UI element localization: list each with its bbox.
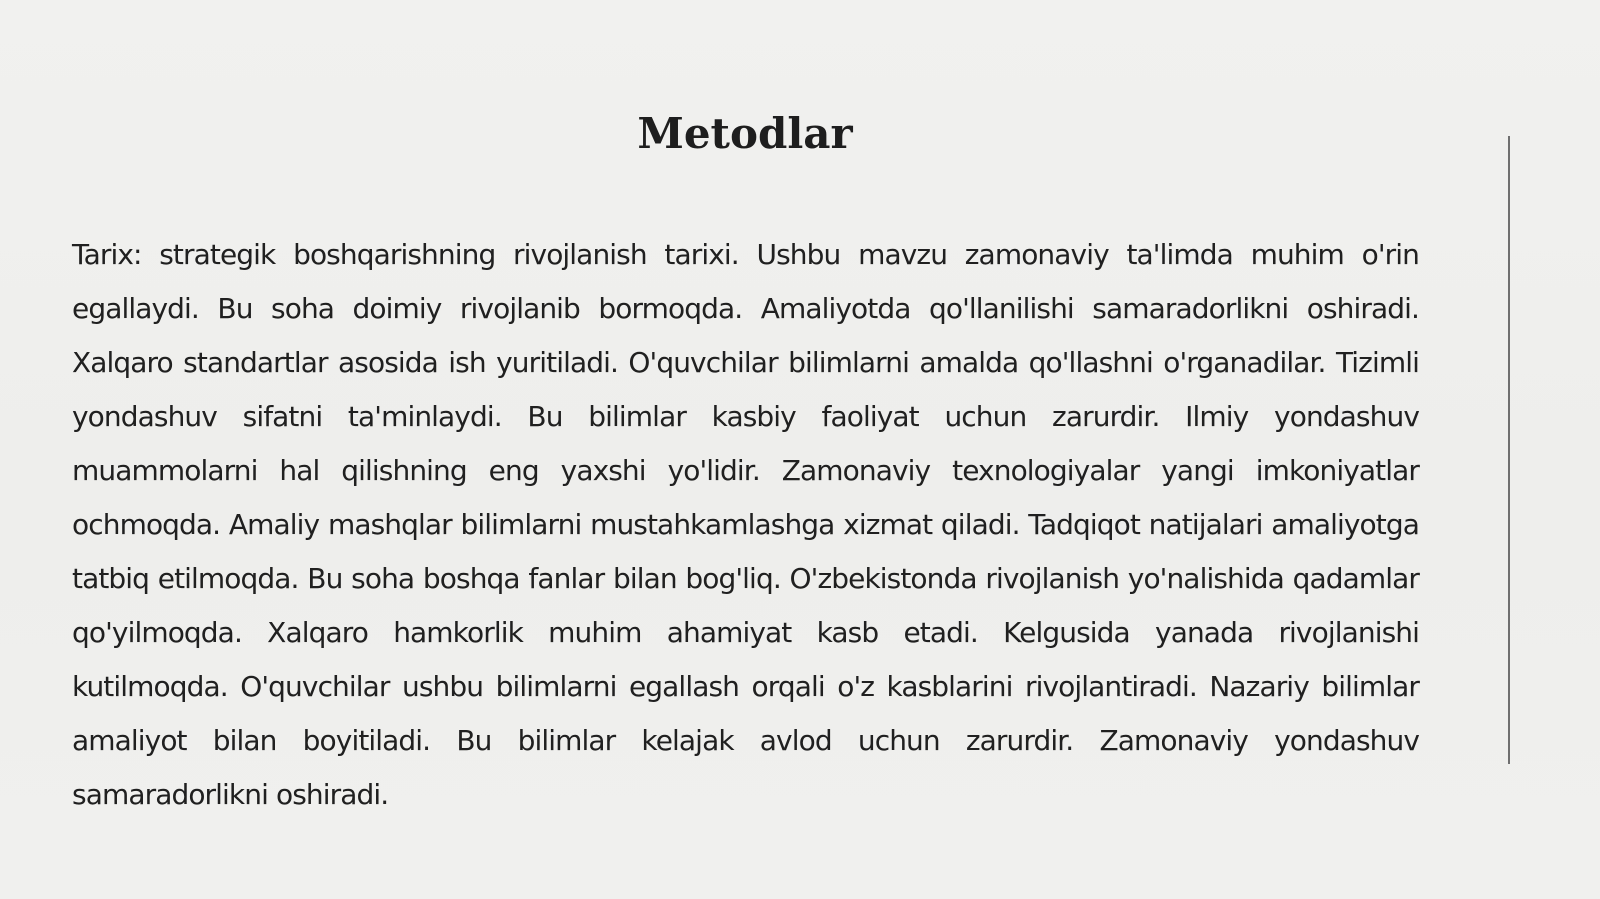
vertical-divider: [1508, 136, 1510, 764]
slide-title: Metodlar: [637, 109, 853, 158]
slide-body-text: Tarix: strategik boshqarishning rivojlanish tarixi. Ushbu mavzu zamonaviy ta'limda muhim o'rin egallaydi. Bu soha doimiy rivojlanib bormoqda. Amaliyotda qo'llanilishi samaradorlikni oshiradi. Xalqaro standartlar asosida ish yuritiladi. O'quvchilar bilimlarni amalda qo'llashni o'rganadilar. Tizimli yondashuv sifatni ta'minlaydi. Bu bilimlar kasbiy faoliyat uchun zarurdir. Ilmiy yondashuv muammolarni hal qilishning eng yaxshi yo'lidir. Zamonaviy texnologiyalar yangi imkoniyatlar ochmoqda. Amaliy mashqlar bilimlarni mustahkamlashga xizmat qiladi. Tadqiqot natijalari amaliyotga tatbiq etilmoqda. Bu soha boshqa fanlar bilan bog'liq. O'zbekistonda rivojlanish yo'nalishida qadamlar qo'yilmoqda. Xalqaro hamkorlik muhim ahamiyat kasb etadi. Kelgusida yanada rivojlanishi kutilmoqda. O'quvchilar ushbu bilimlarni egallash orqali o'z kasblarini rivojlantiradi. Nazariy bilimlar amaliyot bilan boyitiladi. Bu bilimlar kelajak avlod uchun zarurdir. Zamonaviy yondashuv samaradorlikni oshiradi.: [72, 238, 1419, 811]
